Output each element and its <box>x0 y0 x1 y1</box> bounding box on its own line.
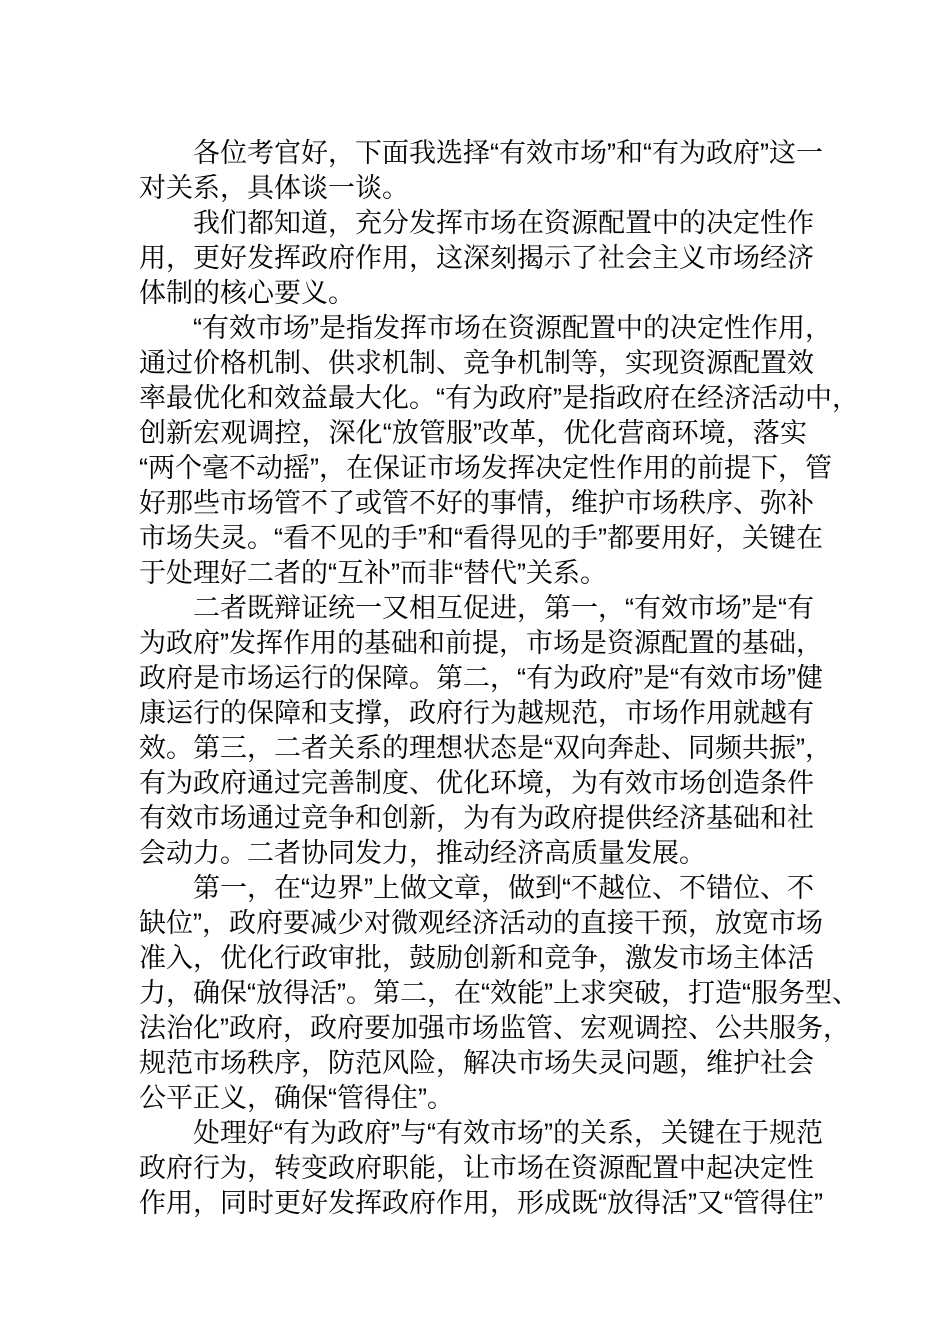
text-line: 我们都知道，充分发挥市场在资源配置中的决定性作 <box>193 208 814 238</box>
text-line: 作用，同时更好发挥政府作用，形成既“放得活”又“管得住” <box>139 1188 823 1218</box>
text-line: 会动力。二者协同发力，推动经济高质量发展。 <box>139 838 706 868</box>
text-line: 规范市场秩序，防范风险，解决市场失灵问题，维护社会 <box>139 1048 814 1078</box>
text-line: “有效市场”是指发挥市场在资源配置中的决定性作用， <box>193 313 832 343</box>
text-line: 于处理好二者的“互补”而非“替代”关系。 <box>139 558 607 588</box>
text-line: 有效市场通过竞争和创新，为有为政府提供经济基础和社 <box>139 803 814 833</box>
text-line: 为政府”发挥作用的基础和前提，市场是资源配置的基础， <box>139 628 823 658</box>
text-line: 对关系，具体谈一谈。 <box>139 173 409 203</box>
paragraph <box>139 871 859 1116</box>
text-line: 通过价格机制、供求机制、竞争机制等，实现资源配置效 <box>139 348 814 378</box>
text-line: 法治化”政府，政府要加强市场监管、宏观调控、公共服务， <box>139 1013 850 1043</box>
text-line: 准入，优化行政审批，鼓励创新和竞争，激发市场主体活 <box>139 943 814 973</box>
text-line: 政府行为，转变政府职能，让市场在资源配置中起决定性 <box>139 1153 814 1183</box>
text-line: 力，确保“放得活”。第二，在“效能”上求突破，打造“服务型、 <box>139 978 859 1008</box>
paragraph <box>139 136 823 206</box>
text-line: 创新宏观调控，深化“放管服”改革，优化营商环境，落实 <box>139 418 807 448</box>
text-line: “两个毫不动摇”，在保证市场发挥决定性作用的前提下，管 <box>139 453 832 483</box>
text-line: 好那些市场管不了或管不好的事情，维护市场秩序、弥补 <box>139 488 814 518</box>
paragraph <box>139 311 859 591</box>
text-line: 体制的核心要义。 <box>139 278 355 308</box>
text-line: 缺位”，政府要减少对微观经济活动的直接干预，放宽市场 <box>139 908 823 938</box>
text-line: 市场失灵。“看不见的手”和“看得见的手”都要用好，关键在 <box>139 523 823 553</box>
text-line: 有为政府通过完善制度、优化环境，为有效市场创造条件 <box>139 768 814 798</box>
paragraph <box>139 591 832 871</box>
text-line: 用，更好发挥政府作用，这深刻揭示了社会主义市场经济 <box>139 243 814 273</box>
text-line: 康运行的保障和支撑，政府行为越规范，市场作用就越有 <box>139 698 814 728</box>
paragraph <box>139 1116 823 1221</box>
text-line: 公平正义，确保“管得住”。 <box>139 1083 454 1113</box>
text-line: 率最优化和效益最大化。“有为政府”是指政府在经济活动中， <box>139 383 859 413</box>
text-line: 政府是市场运行的保障。第二，“有为政府”是“有效市场”健 <box>139 663 823 693</box>
text-line: 二者既辩证统一又相互促进，第一，“有效市场”是“有 <box>193 593 814 623</box>
paragraph <box>139 206 814 311</box>
text-line: 各位考官好，下面我选择“有效市场”和“有为政府”这一 <box>193 138 823 168</box>
text-line: 处理好“有为政府”与“有效市场”的关系，关键在于规范 <box>193 1118 823 1148</box>
text-line: 第一，在“边界”上做文章，做到“不越位、不错位、不 <box>193 873 814 903</box>
text-line: 效。第三，二者关系的理想状态是“双向奔赴、同频共振”， <box>139 733 832 763</box>
text-block <box>139 136 859 1221</box>
